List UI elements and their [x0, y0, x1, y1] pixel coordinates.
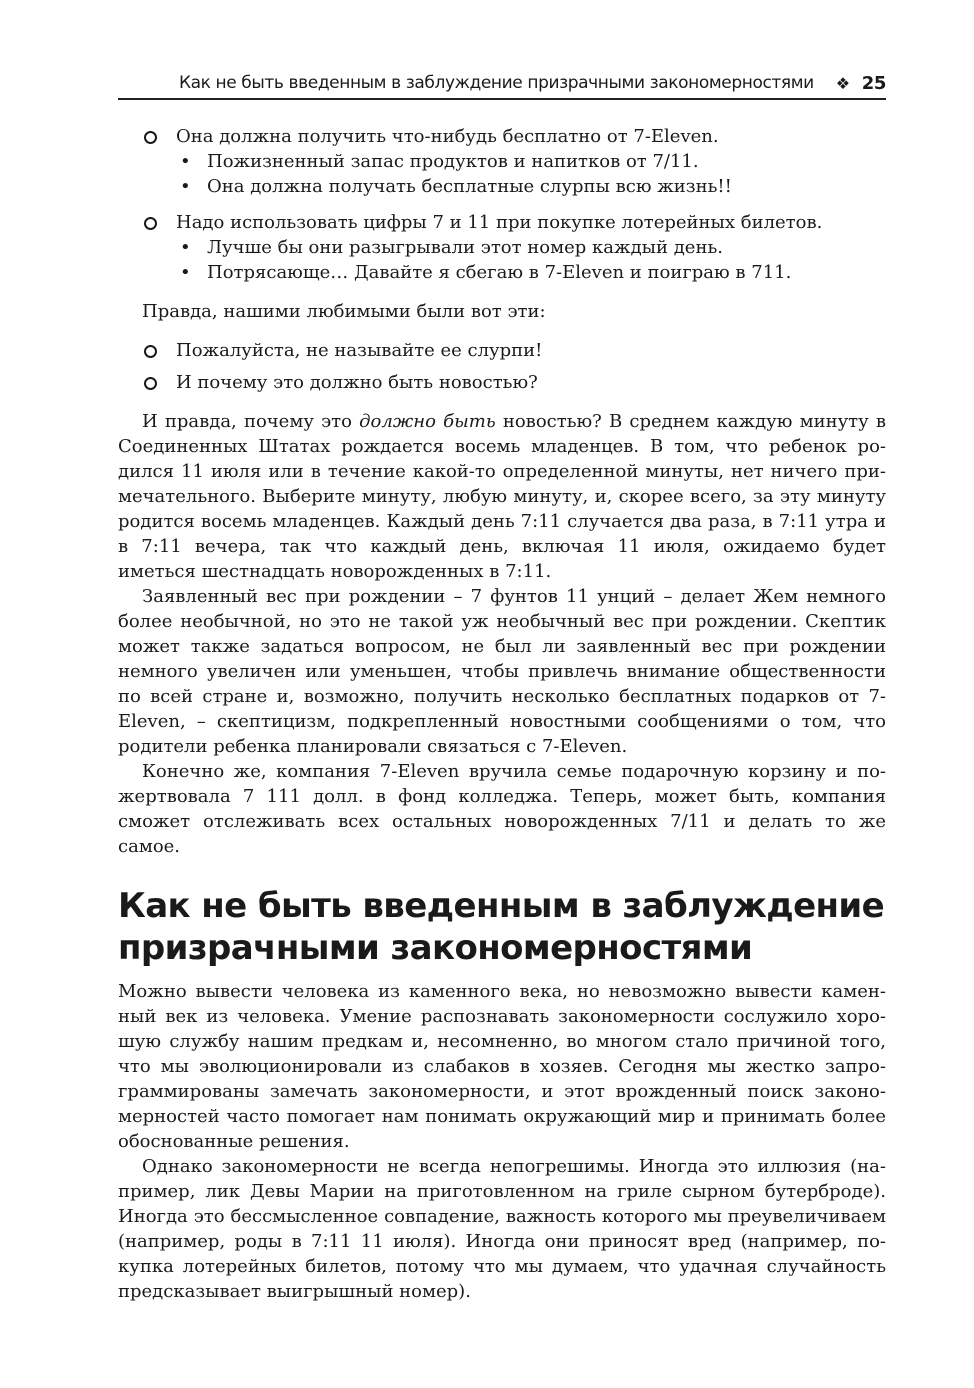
body-paragraph: Можно вывести человека из каменного века, но невозможно вывести каменный век из человека. Умение распознавать закономерности сослужило хорошую службу нашим предкам и, несомненно, во многом стало причиной того, что мы эволюционировали из слабаков в хозяев. Сегодня мы жестко запрограммированы замечать закономерности, и этот врожденный поиск закономерностей часто помогает нам понимать окружающий мир и принимать более обоснованные решения.	[118, 981, 886, 1152]
sub-list-item: • Она должна получать бесплатные слурпы всю жизнь!!	[180, 176, 732, 197]
circle-bullet-icon	[144, 377, 157, 390]
body-paragraph: Заявленный вес при рождении – 7 фунтов 11 унций – делает Жем немного более необычной, но это не такой уж необычный вес при рождении. Скептик может также задаться вопросом, не был ли заявленный вес при рождении немного увеличен или уменьшен, чтобы привлечь внимание общественности по всей стране и, возможно, получить несколько бесплатных подарков от 7-Eleven, – скептицизм, подкрепленный новостными сообщениями о том, что родители ребенка планировали связаться с 7-Eleven.	[118, 586, 886, 757]
sub-list-item: • Лучше бы они разыгрывали этот номер каждый день.	[180, 237, 723, 258]
sub-list-item: • Потрясающе… Давайте я сбегаю в 7-Eleven и поиграю в 711.	[180, 262, 792, 283]
bullet-icon: •	[180, 237, 191, 258]
body-paragraph: Конечно же, компания 7-Eleven вручила семье подарочную корзину и пожертвовала 7 111 долл. в фонд колледжа. Теперь, может быть, компания сможет отслеживать всех остальных новорожденных 7/11 и делать то же самое.	[118, 761, 886, 857]
emphasis-text: должно быть	[359, 411, 496, 432]
running-title: Как не быть введенным в заблуждение призрачными закономерностями	[178, 73, 814, 93]
bullet-icon: •	[180, 176, 191, 197]
section-heading: Как не быть введенным в заблуждение призрачными закономерностями	[118, 886, 885, 968]
running-header	[118, 68, 886, 100]
page-number: 25	[861, 72, 886, 94]
bullet-icon: •	[180, 262, 191, 283]
list-item: Она должна получить что-нибудь бесплатно от 7-Eleven.	[118, 124, 886, 149]
body-paragraph: Однако закономерности не всегда непогрешимы. Иногда это иллюзия (например, лик Девы Марии на приготовленном на гриле сырном бутерброде). Иногда это бессмысленное совпадение, важность которого мы преувеличиваем (например, роды в 7:11 11 июля). Иногда они приносят вред (например, покупка лотерейных билетов, потому что мы думаем, что удачная случайность предсказывает выигрышный номер).	[118, 1156, 886, 1302]
favorites-intro: Правда, нашими любимыми были вот эти:	[142, 301, 546, 322]
circle-bullet-icon	[144, 131, 157, 144]
body-paragraph: И правда, почему это должно быть новостью? В среднем каждую минуту в Соединенных Штатах рождается восемь младенцев. В том, что ребенок родился 11 июля или в течение какой-то определенной минуты, нет ничего примечательного. Выберите минуту, любую минуту, и, скорее всего, за эту минуту родится восемь младенцев. Каждый день 7:11 случается два раза, в 7:11 утра и в 7:11 вечера, так что каждый день, включая 11 июля, ожидаемо будет иметься шестнадцать новорожденных в 7:11.	[118, 411, 887, 582]
list-item: И почему это должно быть новостью?	[118, 370, 886, 395]
circle-bullet-icon	[144, 217, 157, 230]
sub-list-item: • Пожизненный запас продуктов и напитков от 7/11.	[180, 151, 699, 172]
separator-ornament: ❖	[835, 73, 850, 93]
list-item: Надо использовать цифры 7 и 11 при покупке лотерейных билетов.	[118, 210, 886, 235]
list-item: Пожалуйста, не называйте ее слурпи!	[118, 338, 886, 363]
bullet-icon: •	[180, 151, 191, 172]
circle-bullet-icon	[144, 345, 157, 358]
page-content	[118, 124, 886, 1304]
